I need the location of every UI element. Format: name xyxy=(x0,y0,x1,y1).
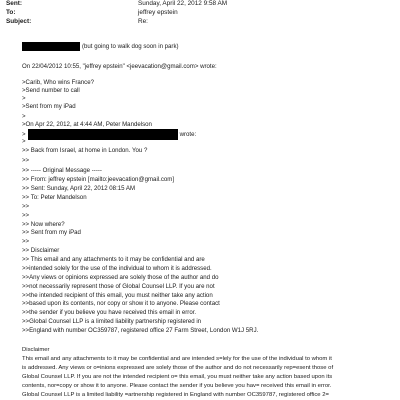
body-line-27: >>the intended recipient of this email, you must neither take any action xyxy=(22,292,213,299)
body-line-4: >Send number to call xyxy=(22,87,80,94)
body-line-19: >> Now where? xyxy=(22,221,65,228)
body-line-18: >> xyxy=(22,212,30,219)
disclaimer-line-5: Global Counsel LLP is a limited liability =artnership registered in England with number OC359787, registered office 2= xyxy=(22,392,329,398)
redaction-block xyxy=(28,129,178,140)
body-line-2: On 22/04/2012 10:55, "jeffrey epstein" <jeevacation@gmail.com> wrote: xyxy=(22,63,217,70)
body-line-31: >>England with number OC359787, registered office 27 Farm Street, London W1J 5RJ. xyxy=(22,327,259,334)
body-line-8: >On Apr 22, 2012, at 4:44 AM, Peter Mandelson xyxy=(22,121,152,128)
body-line-22: >> Disclaimer xyxy=(22,247,60,254)
body-line-1-text: (but going to walk dog soon in park) xyxy=(82,43,179,51)
disclaimer-line-3: Global Counsel LLP. If you are not the intended recipient o= this email, you must neither take any action based upon its xyxy=(22,374,333,380)
header-subject-value: Re: xyxy=(138,18,148,25)
redaction-block xyxy=(22,42,80,51)
body-line-13: >> ----- Original Message ----- xyxy=(22,167,102,174)
body-line-23: >> This email and any attachments to it may be confidential and are xyxy=(22,256,205,263)
header-sent-label: Sent: xyxy=(6,0,22,7)
body-line-21: >> xyxy=(22,238,30,245)
header-to-value: jeffrey epstein xyxy=(138,9,178,16)
body-line-26: >>not necessarily represent those of Global Counsel LLP. If you are not xyxy=(22,283,215,290)
header-sent-value: Sunday, April 22, 2012 9:58 AM xyxy=(138,0,228,7)
disclaimer-line-1: This email and any attachments to it may be confidential and are intended s=lely for the use of the individual to whom it xyxy=(22,356,332,362)
body-line-12: >> xyxy=(22,157,30,164)
body-line-15: >> Sent: Sunday, April 22, 2012 08:15 AM xyxy=(22,185,136,192)
body-line-3: >Carib, Who wins France? xyxy=(22,79,94,86)
header-to-label: To: xyxy=(6,9,16,16)
body-line-10: > xyxy=(22,138,26,145)
body-line-9 xyxy=(22,129,196,137)
body-line-20: >> Sent from my iPad xyxy=(22,229,81,236)
body-line-9-prefix: > xyxy=(22,131,26,139)
body-line-28: >>based upon its contents, nor copy or show it to anyone. Please contact xyxy=(22,300,220,307)
body-line-14: >> From: jeffrey epstein [mailto:jeevacation@gmail.com] xyxy=(22,176,175,183)
body-line-9-suffix: wrote: xyxy=(179,131,197,139)
body-line-6: >Sent from my iPad xyxy=(22,103,76,110)
body-line-29: >>the sender if you believe you have received this email in error. xyxy=(22,309,197,316)
body-line-30: >>Global Counsel LLP is a limited liability partnership registered in xyxy=(22,318,202,325)
body-line-24: >>intended solely for the use of the individual to whom it is addressed. xyxy=(22,265,212,272)
body-line-16: >> To: Peter Mandelson xyxy=(22,194,87,201)
body-line-1 xyxy=(22,42,179,50)
disclaimer-line-2: is addressed. Any views or o=inions expressed are solely those of the author and do not necessarily rep=esent those of xyxy=(22,365,334,371)
disclaimer-title: Disclaimer xyxy=(22,347,50,353)
body-line-5: > xyxy=(22,95,26,102)
body-line-7: > xyxy=(22,113,26,120)
disclaimer-line-4: contents, nor=copy or show it to anyone. Please contact the sender if you believe you hav= received this email in error. xyxy=(22,383,332,389)
header-subject-label: Subject: xyxy=(6,18,32,25)
body-line-25: >>Any views or opinions expressed are solely those of the author and do xyxy=(22,274,219,281)
body-line-11: >> Back from Israel, at home in London. You ? xyxy=(22,147,148,154)
body-line-17: >> xyxy=(22,203,30,210)
